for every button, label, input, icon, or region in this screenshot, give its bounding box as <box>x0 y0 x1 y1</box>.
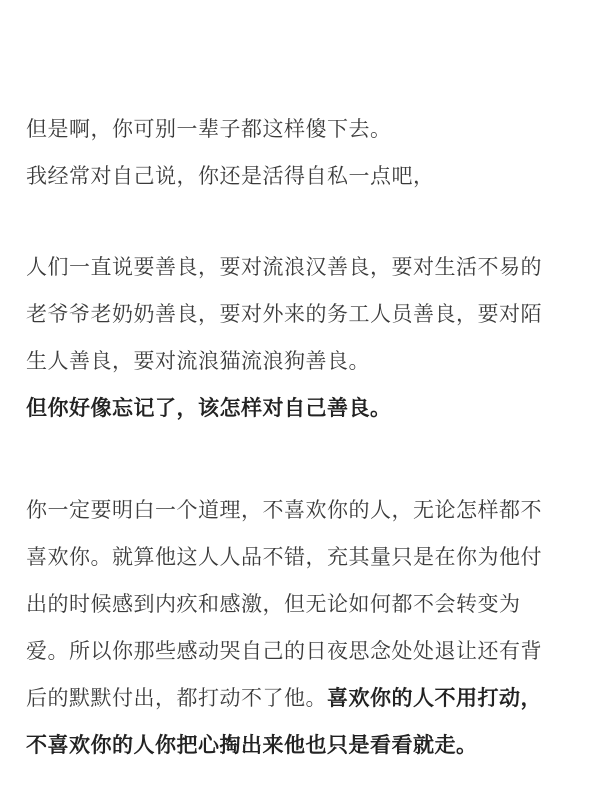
text-line: 但是啊，你可别一辈子都这样傻下去。 <box>26 117 392 141</box>
bold-text-line: 不喜欢你的人你把心掏出来他也只是看看就走。 <box>26 733 478 757</box>
bold-text-line: 但你好像忘记了，该怎样对自己善良。 <box>26 396 392 420</box>
bold-text-segment: 喜欢你的人不用打动， <box>327 686 542 710</box>
text-segment: 后的默默付出，都打动不了他。 <box>26 686 327 710</box>
text-line: 生人善良，要对流浪猫流浪狗善良。 <box>26 349 370 373</box>
paragraph-1 <box>26 106 578 200</box>
text-line: 人们一直说要善良，要对流浪汉善良，要对生活不易的 <box>26 255 542 279</box>
text-line: 老爷爷老奶奶善良，要对外来的务工人员善良，要对陌 <box>26 302 542 326</box>
text-line: 出的时候感到内疚和感激，但无论如何都不会转变为 <box>26 592 521 616</box>
paragraph-3 <box>26 487 578 769</box>
text-line: 我经常对自己说，你还是活得自私一点吧， <box>26 164 435 188</box>
text-line: 喜欢你。就算他这人人品不错，充其量只是在你为他付 <box>26 545 542 569</box>
mixed-text-line <box>26 675 578 722</box>
paragraph-2 <box>26 244 578 432</box>
text-line: 爱。所以你那些感动哭自己的日夜思念处处退让还有背 <box>26 639 542 663</box>
text-line: 你一定要明白一个道理，不喜欢你的人，无论怎样都不 <box>26 498 542 522</box>
